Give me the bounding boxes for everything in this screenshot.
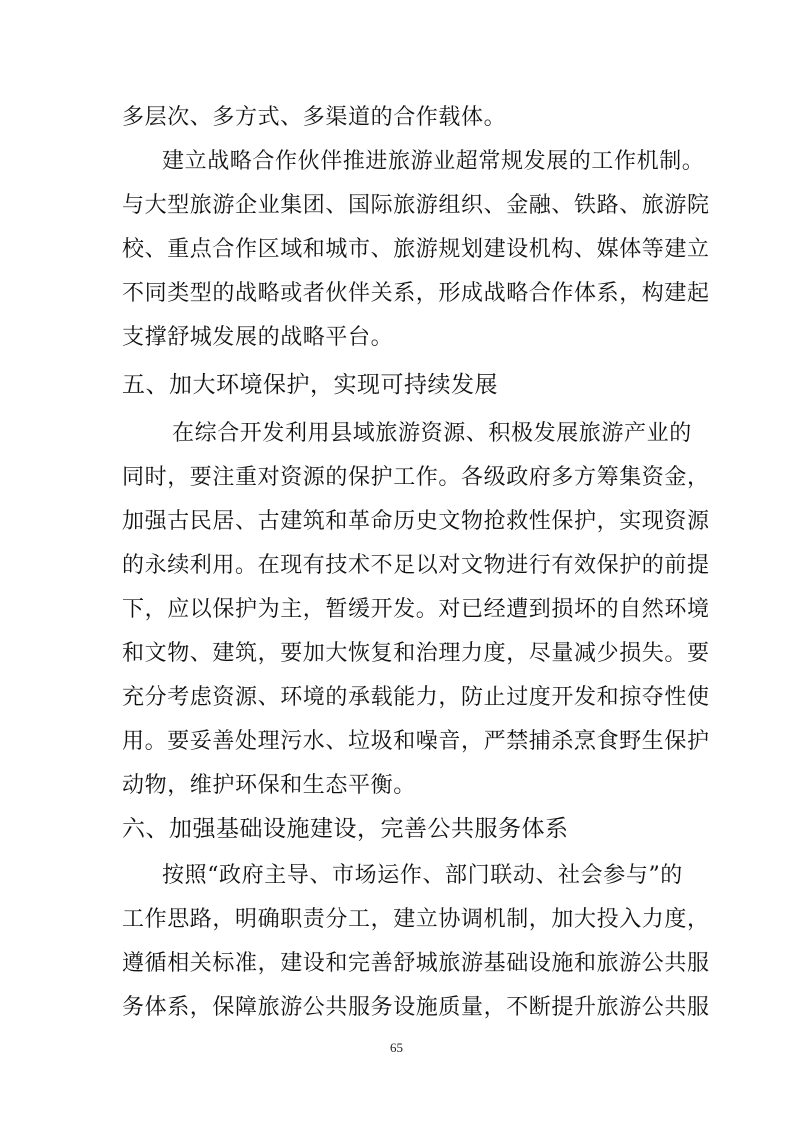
paragraph-line: 不同类型的战略或者伙伴关系，形成战略合作体系，构建起 (122, 281, 710, 306)
paragraph-line: 加强古民居、古建筑和革命历史文物抢救性保护，实现资源 (122, 509, 710, 534)
paragraph-line: 用。要妥善处理污水、垃圾和噪音，严禁捕杀烹食野生保护 (122, 729, 710, 754)
paragraph-line: 下，应以保护为主，暂缓开发。对已经遭到损坏的自然环境 (122, 597, 710, 622)
paragraph-line: 和文物、建筑，要加大恢复和治理力度，尽量减少损失。要 (122, 641, 710, 666)
section-heading: 五、加大环境保护，实现可持续发展 (122, 372, 498, 398)
paragraph-line: 务体系，保障旅游公共服务设施质量，不断提升旅游公共服 (122, 995, 710, 1020)
paragraph-line: 遵循相关标准，建设和完善舒城旅游基础设施和旅游公共服 (122, 951, 710, 976)
paragraph-line: 充分考虑资源、环境的承载能力，防止过度开发和掠夺性使 (122, 685, 710, 710)
page-number: 65 (390, 1040, 403, 1055)
paragraph-line: 在综合开发利用县域旅游资源、积极发展旅游产业的 (172, 421, 692, 446)
paragraph-line: 建立战略合作伙伴推进旅游业超常规发展的工作机制。 (162, 149, 705, 174)
paragraph-line: 同时，要注重对资源的保护工作。各级政府多方筹集资金， (122, 465, 710, 490)
paragraph-line: 的永续利用。在现有技术不足以对文物进行有效保护的前提 (122, 553, 710, 578)
section-heading: 六、加强基础设施建设，完善公共服务体系 (122, 816, 569, 842)
paragraph-line: 按照“政府主导、市场运作、部门联动、社会参与”的 (162, 863, 683, 888)
paragraph-line: 支撑舒城发展的战略平台。 (122, 325, 394, 350)
paragraph-line: 多层次、多方式、多渠道的合作载体。 (122, 105, 507, 130)
paragraph-line: 工作思路，明确职责分工，建立协调机制，加大投入力度， (122, 907, 710, 932)
paragraph-line: 校、重点合作区域和城市、旅游规划建设机构、媒体等建立 (122, 237, 710, 262)
paragraph-line: 与大型旅游企业集团、国际旅游组织、金融、铁路、旅游院 (122, 193, 710, 218)
paragraph-line: 动物，维护环保和生态平衡。 (122, 773, 416, 798)
